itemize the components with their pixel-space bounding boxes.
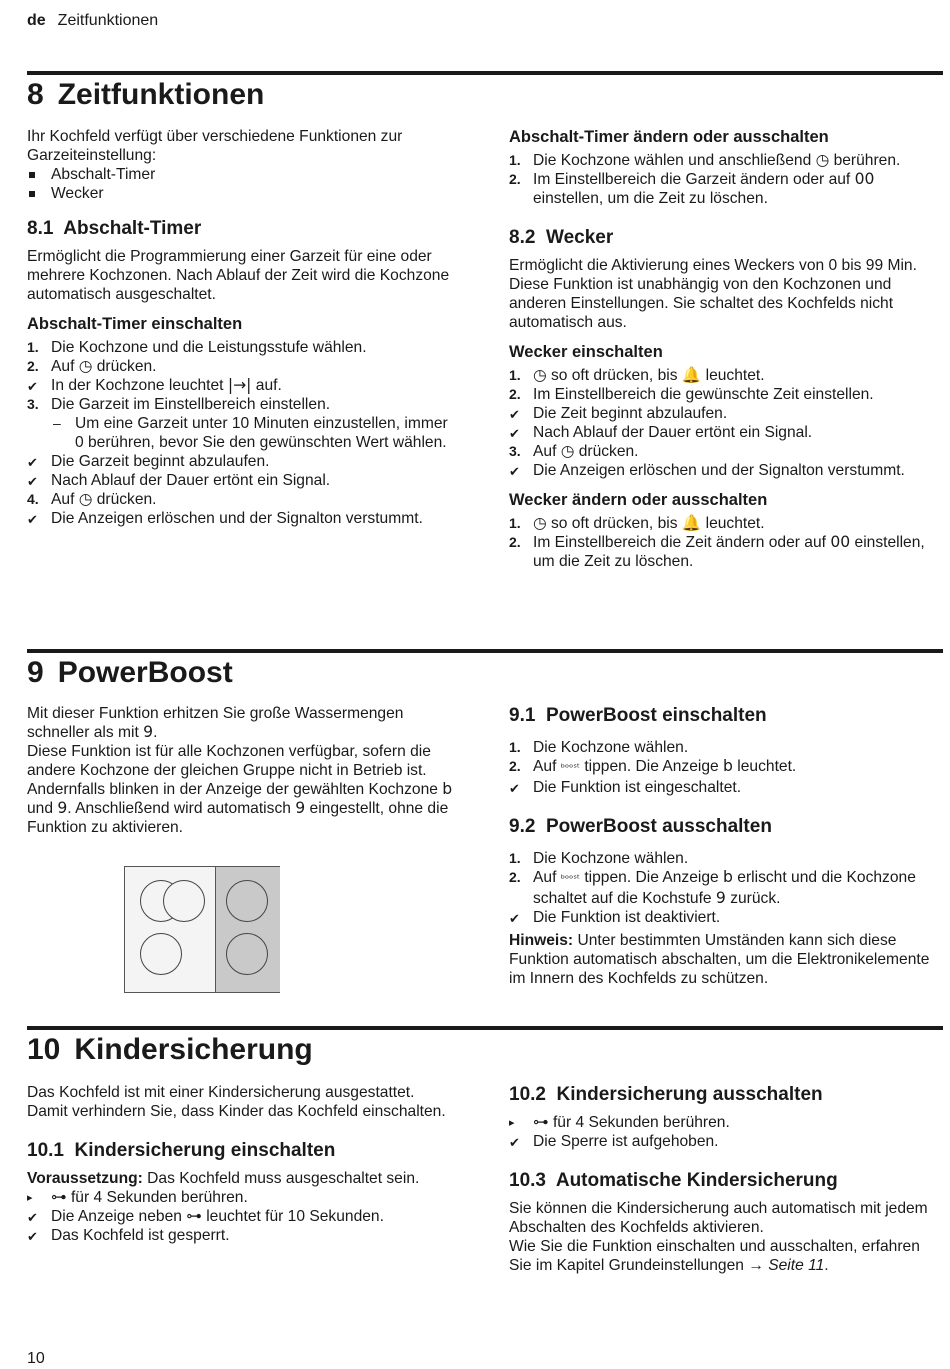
- highlighted-zone-group: [215, 867, 280, 992]
- result: ✔ Nach Ablauf der Dauer ertönt ein Signal.: [509, 424, 813, 441]
- steps-boost-off: [509, 849, 941, 927]
- paragraph: Diese Funktion ist für alle Kochzonen verfügbar, sofern die andere Kochzone der gleichen Gruppe nicht in Betrieb ist.: [27, 743, 431, 779]
- boost-b-icon: b: [723, 757, 733, 775]
- check-icon: ✔: [27, 379, 38, 394]
- section-heading-8-1: 8.1 Abschalt-Timer: [27, 218, 202, 239]
- result: ✔ Die Funktion ist deaktiviert.: [509, 909, 721, 926]
- chapter-heading-9: 9 PowerBoost: [27, 656, 233, 689]
- check-icon: ✔: [509, 911, 520, 926]
- zero-display-icon: 00: [830, 533, 851, 551]
- steps-timer-on: [27, 338, 459, 528]
- sub-step: – Um eine Garzeit unter 10 Minuten einzustellen, immer 0 berühren, bevor Sie den gewünschten Wert wählen.: [53, 415, 448, 451]
- boost-icon: ᵇᵒᵒˢᵗ: [560, 763, 580, 774]
- link-arrow-icon: →: [748, 1257, 764, 1274]
- step: 2. Im Einstellbereich die Garzeit ändern oder auf 00 einstellen, um die Zeit zu löschen.: [509, 170, 875, 207]
- cooking-zone: [140, 933, 182, 975]
- paragraph: Andernfalls blinken in der Anzeige der gewählten Kochzone b und 9. Anschließend wird automatisch 9 eingestellt, ohne die Funktion zu aktivieren.: [27, 780, 453, 836]
- subheading-timer-on: Abschalt-Timer einschalten: [27, 315, 243, 333]
- subheading-alarm-off: Wecker ändern oder ausschalten: [509, 491, 768, 509]
- steps-lock-off: [509, 1113, 941, 1151]
- step: 1. ◷ so oft drücken, bis 🔔 leuchtet.: [509, 514, 765, 532]
- result: ✔ Die Zeit beginnt abzulaufen.: [509, 405, 728, 422]
- header-title: Zeitfunktionen: [57, 12, 159, 29]
- step: 2. Auf ◷ drücken.: [27, 357, 157, 375]
- cooking-zone: [163, 880, 205, 922]
- function-list: [27, 165, 459, 203]
- language-code: de: [27, 12, 46, 29]
- step: 1. ◷ so oft drücken, bis 🔔 leuchtet.: [509, 366, 765, 384]
- section-heading-10-1: 10.1 Kindersicherung einschalten: [27, 1140, 336, 1161]
- section-heading-10-2: 10.2 Kindersicherung ausschalten: [509, 1084, 823, 1105]
- result: ✔ Die Garzeit beginnt abzulaufen.: [27, 453, 270, 470]
- section-heading-10-3: 10.3 Automatische Kindersicherung: [509, 1170, 838, 1191]
- arrow-icon: ▸: [509, 1117, 515, 1129]
- result: ✔ Das Kochfeld ist gesperrt.: [27, 1227, 230, 1244]
- result: ✔ Die Sperre ist aufgehoben.: [509, 1133, 719, 1150]
- paragraph: Sie können die Kindersicherung auch automatisch mit jedem Abschalten des Kochfelds aktivieren.: [509, 1200, 928, 1236]
- chapter-rule: [27, 1026, 943, 1030]
- steps-alarm-off: [509, 514, 941, 571]
- result: ✔ Die Anzeige neben ⊶ leuchtet für 10 Sekunden.: [27, 1207, 384, 1225]
- paragraph: Wie Sie die Funktion einschalten und ausschalten, erfahren Sie im Kapitel Grundeinstellungen → Seite 11.: [509, 1238, 920, 1274]
- steps-alarm-on: [509, 366, 941, 480]
- check-icon: ✔: [27, 474, 38, 489]
- paragraph: Mit dieser Funktion erhitzen Sie große Wassermengen schneller als mit 9.: [27, 705, 404, 741]
- timer-icon: ◷: [533, 366, 547, 384]
- page-reference-link[interactable]: Seite 11: [768, 1257, 825, 1274]
- cooking-zone: [226, 880, 268, 922]
- subheading-timer-off: Abschalt-Timer ändern oder ausschalten: [509, 128, 829, 146]
- list-item: Wecker: [27, 184, 459, 203]
- step: 2. Im Einstellbereich die gewünschte Zeit einstellen.: [509, 386, 874, 403]
- intro-text: Ihr Kochfeld verfügt über verschiedene Funktionen zur Garzeiteinstellung:: [27, 128, 403, 164]
- step: 2. Auf ᵇᵒᵒˢᵗ tippen. Die Anzeige b erlischt und die Kochzone schaltet auf die Kochstufe 9 zurück.: [509, 868, 916, 907]
- timer-end-icon: |→|: [227, 376, 252, 394]
- step: 2. Auf ᵇᵒᵒˢᵗ tippen. Die Anzeige b leuchtet.: [509, 757, 797, 775]
- check-icon: ✔: [27, 512, 38, 527]
- level-9-icon: 9: [715, 889, 726, 907]
- timer-icon: ◷: [560, 442, 575, 460]
- section-heading-9-1: 9.1 PowerBoost einschalten: [509, 705, 767, 726]
- timer-icon: ◷: [78, 490, 93, 508]
- step: 1. Die Kochzone wählen und anschließend ◷ berühren.: [509, 151, 901, 169]
- boost-icon: ᵇᵒᵒˢᵗ: [560, 874, 580, 885]
- step: 1. Die Kochzone wählen.: [509, 739, 689, 756]
- result: ✔ In der Kochzone leuchtet |→| auf.: [27, 376, 282, 394]
- check-icon: ✔: [509, 781, 520, 796]
- prerequisite: Voraussetzung: Das Kochfeld muss ausgeschaltet sein.: [27, 1170, 420, 1187]
- timer-icon: ◷: [533, 514, 547, 532]
- steps-timer-off: [509, 151, 941, 208]
- steps-boost-on: [509, 738, 941, 797]
- boost-b-icon: b: [723, 868, 733, 886]
- chapter-heading-10: 10 Kindersicherung: [27, 1033, 313, 1066]
- check-icon: ✔: [509, 426, 520, 441]
- result: ✔ Die Anzeigen erlöschen und der Signalton verstummt.: [27, 510, 423, 527]
- section-heading-9-2: 9.2 PowerBoost ausschalten: [509, 816, 772, 837]
- level-9-icon: 9: [143, 723, 154, 741]
- arrow-icon: ▸: [27, 1192, 33, 1204]
- step: 2. Im Einstellbereich die Zeit ändern oder auf 00 einstellen, um die Zeit zu löschen.: [509, 533, 925, 570]
- step: 1. Die Kochzone wählen.: [509, 850, 689, 867]
- key-lock-icon: ⊶: [186, 1207, 202, 1225]
- chapter-8-right-column: [509, 127, 941, 571]
- zero-display-icon: 00: [854, 170, 875, 188]
- section-text: Ermöglicht die Programmierung einer Garzeit für eine oder mehrere Kochzonen. Nach Ablauf der Zeit wird die Kochzone automatisch ausgeschaltet.: [27, 248, 450, 303]
- chapter-rule: [27, 71, 943, 75]
- chapter-8-left-column: [27, 127, 459, 528]
- page-number: 10: [27, 1350, 45, 1367]
- timer-icon: ◷: [815, 151, 830, 169]
- chapter-10-left-column: [27, 1083, 459, 1245]
- chapter-10-right-column: [509, 1083, 941, 1275]
- level-9-icon: 9: [57, 799, 68, 817]
- action: ▸ ⊶ für 4 Sekunden berühren.: [27, 1188, 248, 1206]
- check-icon: ✔: [27, 1210, 38, 1225]
- chapter-9-right-column: [509, 704, 941, 988]
- section-heading-8-2: 8.2 Wecker: [509, 227, 614, 248]
- step: 3. Die Garzeit im Einstellbereich einstellen.: [27, 396, 331, 413]
- bell-icon: 🔔: [681, 366, 702, 384]
- chapter-9-left-column: [27, 704, 459, 837]
- chapter-heading-8: 8 Zeitfunktionen: [27, 78, 265, 111]
- check-icon: ✔: [27, 455, 38, 470]
- key-lock-icon: ⊶: [533, 1113, 549, 1131]
- check-icon: ✔: [27, 1229, 38, 1244]
- bell-icon: 🔔: [681, 514, 702, 532]
- steps-lock-on: [27, 1188, 459, 1245]
- check-icon: ✔: [509, 407, 520, 422]
- section-text: Ermöglicht die Aktivierung eines Weckers von 0 bis 99 Min. Diese Funktion ist unabhängig von den Kochzonen und anderen Einstellungen. Sie schaltet des Kochfelds nicht automatisch aus.: [509, 257, 917, 331]
- check-icon: ✔: [509, 464, 520, 479]
- cooktop-illustration: [124, 866, 280, 993]
- running-header: [27, 12, 158, 30]
- result: ✔ Die Funktion ist eingeschaltet.: [509, 779, 742, 796]
- check-icon: ✔: [509, 1135, 520, 1150]
- subheading-alarm-on: Wecker einschalten: [509, 343, 663, 361]
- result: ✔ Nach Ablauf der Dauer ertönt ein Signal.: [27, 472, 331, 489]
- cooking-zone: [226, 933, 268, 975]
- step: 3. Auf ◷ drücken.: [509, 442, 639, 460]
- list-item: Abschalt-Timer: [27, 165, 459, 184]
- note: Hinweis: Unter bestimmten Umständen kann sich diese Funktion automatisch abschalten, um die Elektronikelemente im Innern des Kochfelds zu schützen.: [509, 932, 930, 987]
- timer-icon: ◷: [78, 357, 93, 375]
- chapter-rule: [27, 649, 943, 653]
- key-lock-icon: ⊶: [51, 1188, 67, 1206]
- boost-b-icon: b: [442, 780, 453, 798]
- step: 4. Auf ◷ drücken.: [27, 490, 157, 508]
- paragraph: Das Kochfeld ist mit einer Kindersicherung ausgestattet. Damit verhindern Sie, dass Kinder das Kochfeld einschalten.: [27, 1084, 446, 1120]
- step: 1. Die Kochzone und die Leistungsstufe wählen.: [27, 339, 367, 356]
- result: ✔ Die Anzeigen erlöschen und der Signalton verstummt.: [509, 462, 905, 479]
- action: ▸ ⊶ für 4 Sekunden berühren.: [509, 1113, 730, 1131]
- level-9-icon: 9: [295, 799, 306, 817]
